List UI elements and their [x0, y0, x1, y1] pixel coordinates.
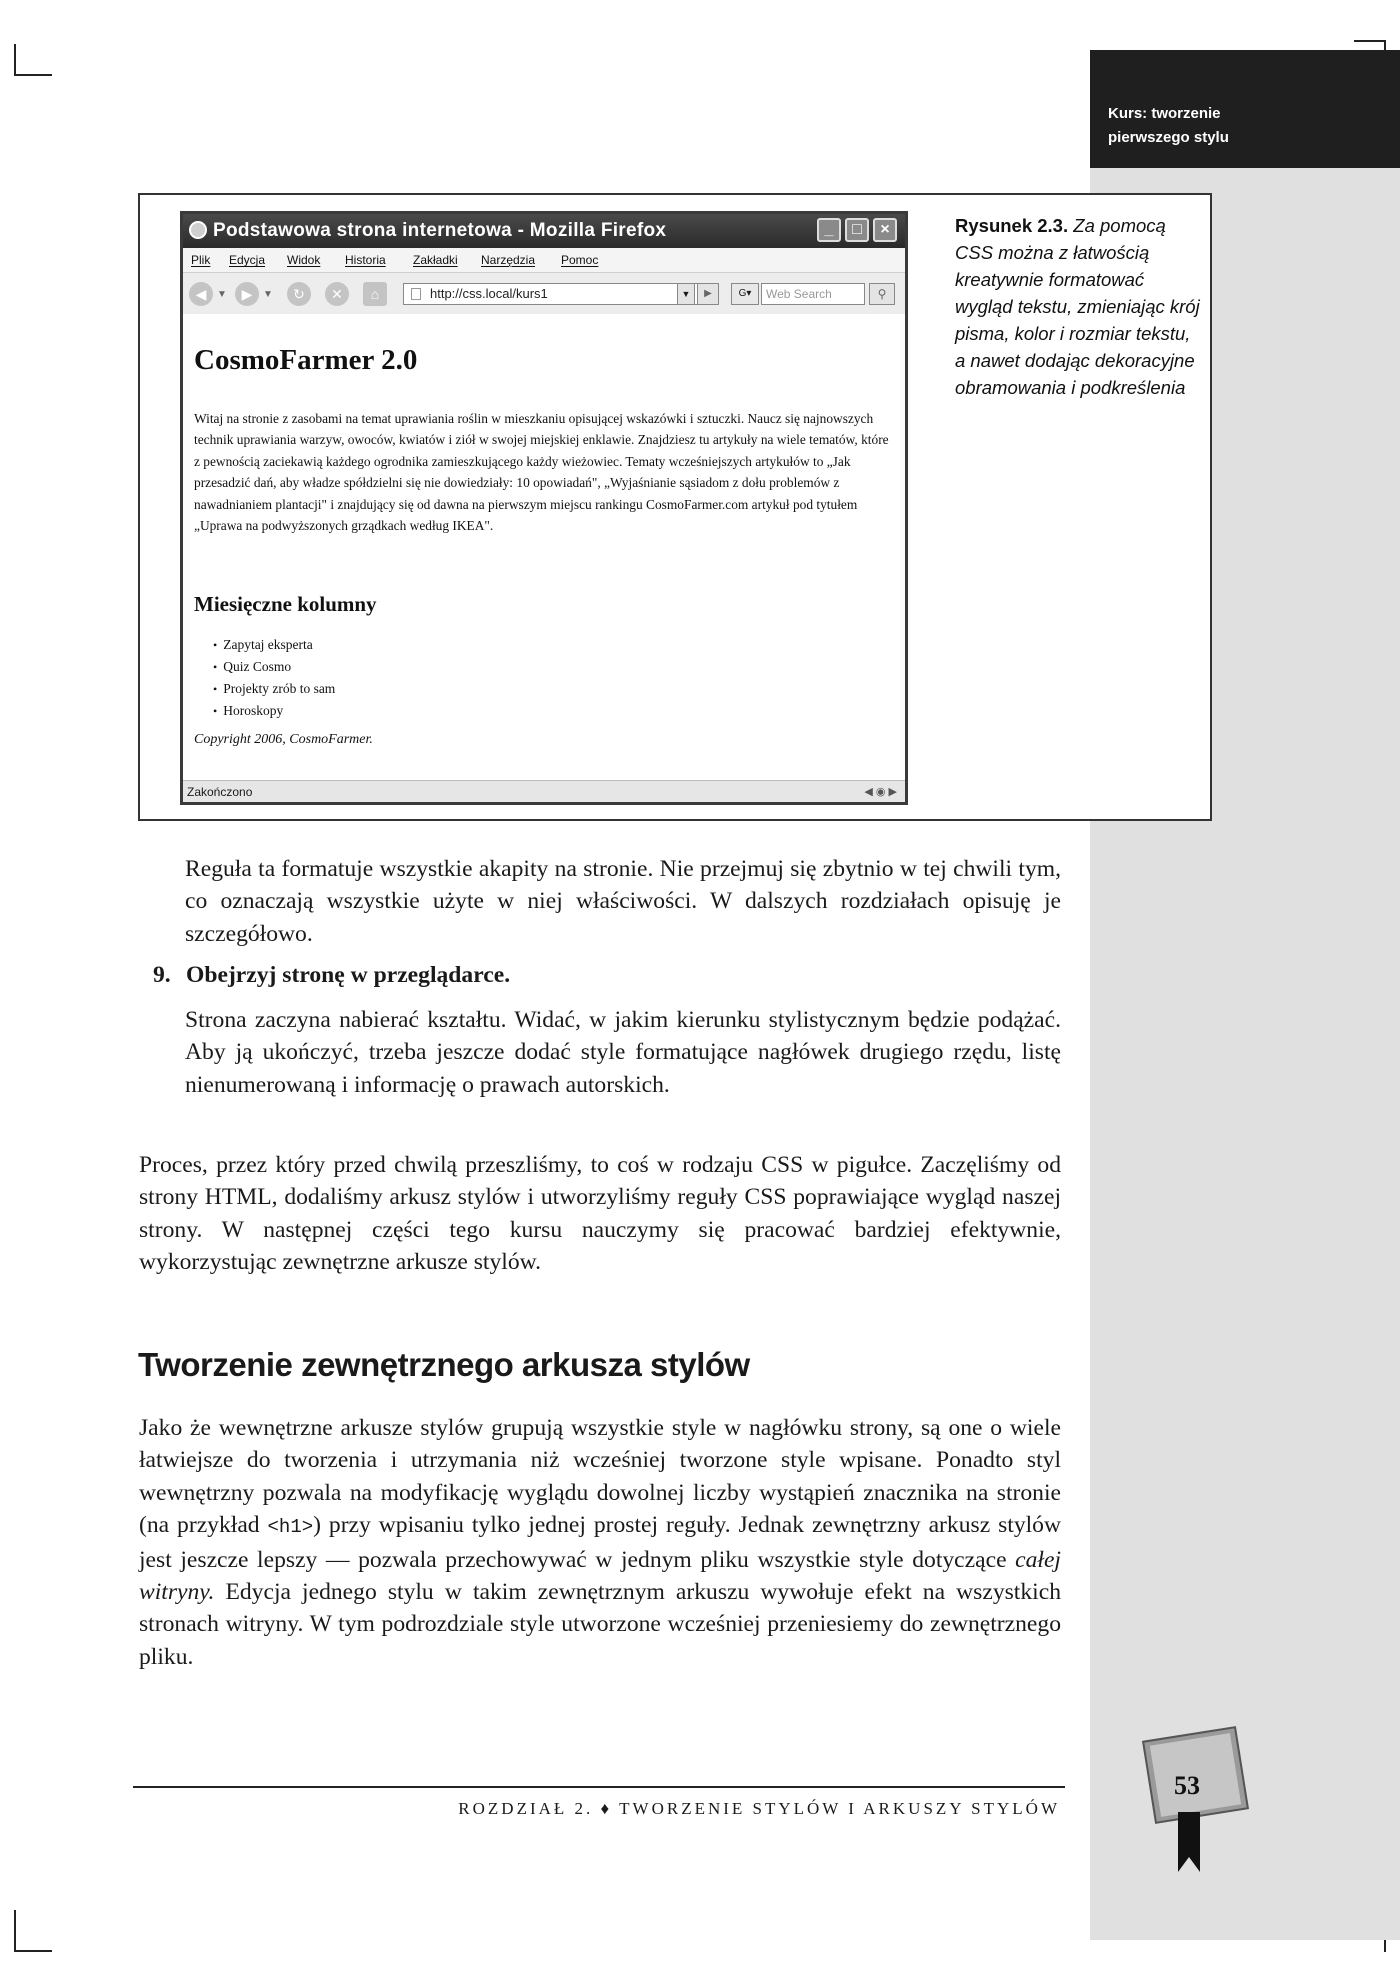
paragraph-4-text-b: ) przy wpisaniu tylko jednej prostej reguły. Jednak zewnętrzny arkusz stylów jest jeszcze lepszy — pozwala przechowywać w jednym pliku wszystkie style dotyczące — [139, 1512, 1062, 1573]
paragraph-4-text-a: Jako że wewnętrzne arkusze stylów grupują wszystkie style w nagłówku strony, są one o wiele łatwiejsze do tworzenia i utrzymania niż wcześniej tworzone style wpisane. Ponadto styl wewnętrzny pozwala na modyfikację wyglądu dowolnej liczby wystąpień znacznika na stronie (na przykład — [139, 1415, 1061, 1539]
list-item: • Zapytaj eksperta — [225, 634, 335, 656]
reload-icon: ↻ — [287, 282, 311, 306]
stop-icon: ✕ — [325, 282, 349, 306]
window-title: Podstawowa strona internetowa - Mozilla Firefox — [213, 220, 667, 241]
close-icon: × — [873, 218, 897, 242]
minimize-icon: _ — [817, 218, 841, 242]
footer-rule — [133, 1786, 1065, 1788]
paragraph-4-text-c: Edycja jednego stylu w takim zewnętrznym arkuszu wywołuje efekt na wszystkich stronach witryny. W tym podrozdziale style utworzone wcześniej przeniesiemy do zewnętrznego pliku. — [139, 1579, 1061, 1670]
crop-mark-bottom-left — [14, 1910, 52, 1952]
course-tab — [1090, 50, 1400, 168]
list-item: • Quiz Cosmo — [225, 656, 335, 678]
menu-plik: Plik — [191, 253, 211, 267]
back-icon: ◀ — [189, 282, 213, 306]
page-icon — [411, 288, 421, 300]
menu-historia: Historia — [345, 253, 386, 267]
menu-narzedzia: Narzędzia — [481, 253, 536, 267]
navigation-toolbar — [183, 273, 905, 316]
figure-caption — [955, 212, 1205, 401]
caption-text: Za pomocą CSS można z łatwością kreatywnie formatować wygląd tekstu, zmieniając krój pisma, kolor i rozmiar tekstu, a nawet dodając dekoracyjne obramowania i podkreślenia — [955, 215, 1200, 398]
browser-page-content — [183, 314, 905, 762]
course-tab-line1: Kurs: tworzenie — [1108, 105, 1221, 122]
menu-pomoc: Pomoc — [561, 253, 599, 267]
search-box: Web Search — [761, 283, 865, 305]
section-heading: Tworzenie zewnętrznego arkusza stylów — [138, 1346, 750, 1383]
firefox-window-screenshot — [180, 211, 908, 805]
paragraph-4 — [139, 1412, 1061, 1673]
status-text: Zakończono — [187, 785, 253, 799]
search-icon: ⚲ — [869, 283, 895, 305]
menu-widok: Widok — [287, 253, 321, 267]
step-9-heading — [153, 962, 510, 989]
firefox-logo-icon — [189, 221, 207, 239]
search-engine-icon: G▾ — [731, 283, 759, 305]
address-bar — [403, 283, 703, 305]
inline-code: <h1> — [267, 1516, 314, 1539]
window-titlebar — [183, 214, 905, 248]
forward-dropdown-icon: ▼ — [263, 289, 273, 300]
paragraph-3: Proces, przez który przed chwilą przeszliśmy, to coś w rodzaju CSS w pigułce. Zaczęliśmy od strony HTML, dodaliśmy arkusz stylów i utworzyliśmy reguły CSS poprawiające wygląd naszej strony. W następnej części tego kursu nauczymy się pracować bardziej efektywnie, wykorzystując zewnętrzne arkusze stylów. — [139, 1152, 1061, 1276]
page-number: 53 — [1174, 1771, 1200, 1800]
menu-bar — [183, 248, 905, 273]
menu-zakladki: Zakładki — [413, 253, 458, 267]
home-icon: ⌂ — [363, 282, 387, 306]
step-number: 9. — [153, 962, 171, 988]
page-heading: CosmoFarmer 2.0 — [194, 344, 418, 376]
address-dropdown-icon: ▼ — [677, 283, 695, 305]
running-footer: ROZDZIAŁ 2. ♦ TWORZENIE STYLÓW I ARKUSZY STYLÓW — [458, 1799, 1060, 1818]
maximize-icon: □ — [845, 218, 869, 242]
page-list — [225, 634, 335, 722]
paragraph-1: Reguła ta formatuje wszystkie akapity na stronie. Nie przejmuj się zbytnio w tej chwili tym, co oznaczają wszystkie użyte w niej właściwości. W dalszych rozdziałach opisuję je szczegółowo. — [185, 856, 1061, 947]
page-subheading: Miesięczne kolumny — [194, 592, 377, 616]
page-paragraph: Witaj na stronie z zasobami na temat uprawiania roślin w mieszkaniu opisującej wskazówki i sztuczki. Naucz się najnowszych technik uprawiania warzyw, owoców, kwiatów i ziół w swojej miejskiej enklawie. Znajdziesz tu artykuły na wiele tematów, które z pewnością zaciekawią każdego ogrodnika zamieszkującego każdy wieżowiec. Tematy wcześniejszych artykułów to „Jak przesadzić dań, aby władze spółdzielni się nie dowiedziały: 10 opowiadań", „Wyjaśnianie sąsiadom z dołu problemów z nawadnianiem plantacji" i znajdujący się od dawna na pierwszym miejscu rankingu CosmoFarmer.com artykuł pod tytułem „Uprawa na podwyższonych grządkach według IKEA". — [194, 411, 889, 534]
paragraph-2: Strona zaczyna nabierać kształtu. Widać, w jakim kierunku stylistycznym będzie podążać. Aby ją ukończyć, trzeba jeszcze dodać style formatujące nagłówek drugiego rzędu, listę nienumerowaną i informację o prawach autorskich. — [185, 1007, 1061, 1098]
caption-label: Rysunek 2.3. — [955, 215, 1069, 236]
status-icons: ◀ ◉ ▶ — [864, 786, 897, 798]
crop-mark-top-left — [14, 44, 52, 76]
status-bar — [183, 780, 905, 802]
list-item: • Projekty zrób to sam — [225, 678, 335, 700]
list-item: • Horoskopy — [225, 700, 335, 722]
course-tab-line2: pierwszego stylu — [1108, 129, 1229, 146]
page-copyright: Copyright 2006, CosmoFarmer. — [194, 732, 373, 747]
go-icon: ▶ — [697, 283, 719, 305]
forward-icon: ▶ — [235, 282, 259, 306]
address-url: http://css.local/kurs1 — [430, 286, 548, 301]
back-dropdown-icon: ▼ — [217, 289, 227, 300]
paragraph-4-emphasis: całej witryny. — [139, 1546, 1061, 1606]
step-title: Obejrzyj stronę w przeglądarce. — [186, 962, 511, 988]
menu-edycja: Edycja — [229, 253, 266, 267]
